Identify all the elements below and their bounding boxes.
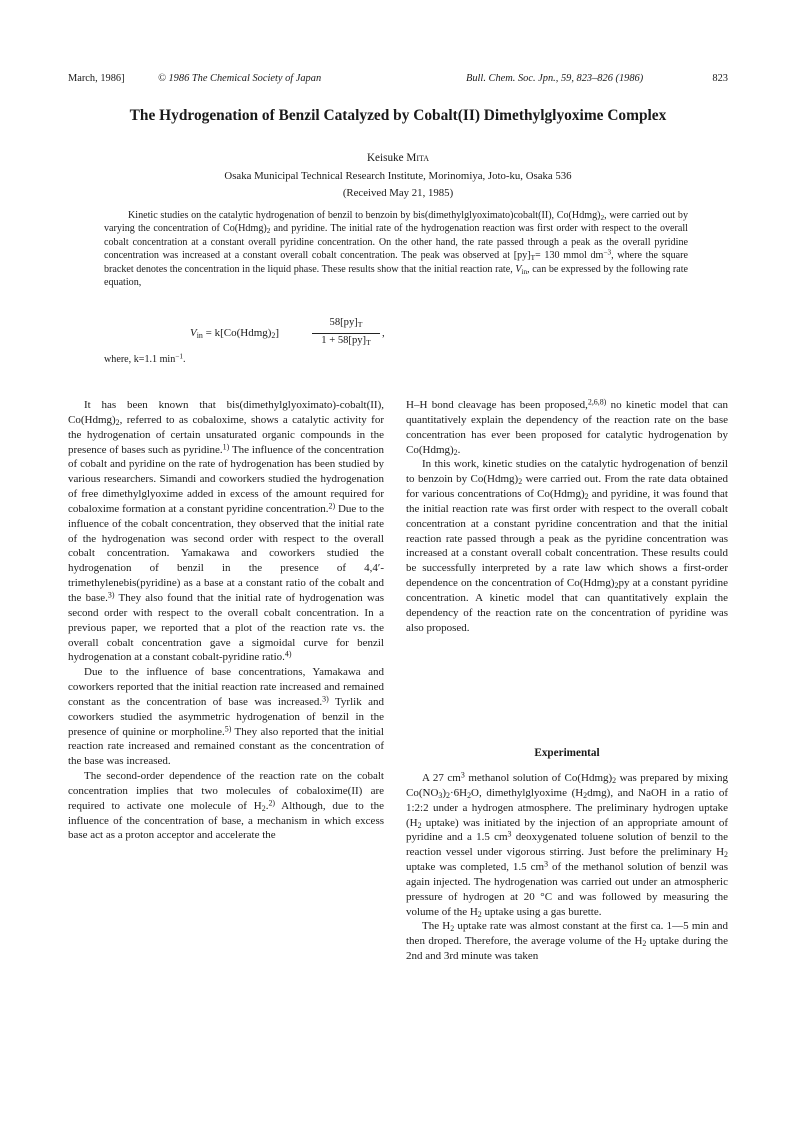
issue-date: March, 1986] [68, 73, 125, 84]
equation-lhs: $V_{in}$ = $k[Co(Hdmg)_2]$ [190, 327, 280, 340]
intro-paragraph: H–H bond cleavage has been proposed,$^{2,6,8)}$ no kinetic model that can quantitatively explain the dependency of the reaction rate on the base concentration has ever been proposed for catalytic hydrogenation by $Co(Hdmg)_2$. [406, 397, 728, 457]
experimental-paragraph: The $H_2$ uptake rate was almost constant at the first ca. 1—5 min and then droped. Therefore, the average volume of the $H_2$ uptake during the 2nd and 3rd minute was taken [406, 920, 729, 963]
equation-denominator: $1 + 58[py]_T$ [321, 335, 371, 347]
intro-paragraph: It has been known that bis(dimethylglyoximato)-cobalt(II), $Co(Hdmg)_2$, referred to as cobaloxime, shows a catalytic activity for the hydrogenation of certain unsaturated organic compounds in the presence of bases such as pyridine.$^{1)}$ The influence of the concentration of cobalt and pyridine on the rate of hydrogenation has been studied by various researchers. Simandi and coworkers studied the hydrogenation of free dimethylglyoxime added in excess of the amount required for cobaloxime formation at a constant pyridine concentration.$^{2)}$ Due to the influence of the cobalt concentration, they observed that the initial rate of the hydrogenation was second order with respect to the overall cobalt concentration. Yamakawa and coworkers studied the hydrogenation of benzil in the presence of 4,4′-trimethylenebis(pyridine) as a base at a constant ratio of the cobalt and the base.$^{3)}$ They also found that the initial rate of hydrogenation was second order with respect to the overall cobalt concentration. In a previous paper, we reported that a plot of the reaction rate vs. the overall cobalt concentration gave a sigmoidal curve for benzil hydrogenation at a constant cobalt-pyridine ratio.$^{4)}$ [68, 399, 384, 664]
column-right [406, 398, 728, 636]
author-given-name: Keisuke [366, 152, 404, 164]
intro-paragraph: Due to the influence of base concentrations, Yamakawa and coworkers reported that the initial reaction rate increased and remained constant as the concentration of base was increased.$^{3)}$ Tyrlik and coworkers studied the asymmetric hydrogenation of benzil in the presence of quinine or morpholine.$^{5)}$ They also reported that the initial reaction rate increased and remained constant as the concentration of the base was increased. [68, 666, 384, 768]
abstract: Kinetic studies on the catalytic hydrogenation of benzil to benzoin by bis(dimethylglyoximato)cobalt(II), $Co(Hdmg)_2$, were carried out by varying the concentration of $Co(Hdmg)_2$ and pyridine. The initial rate of the hydrogenation reaction was first order with respect to the overall cobalt concentration at a constant overall pyridine concentration. On the other hand, the rate passed through a peak as the overall pyridine concentration was increased at a constant overall cobalt concentration. The peak was observed at $[py]_T= 130$ mmol $dm^{-3}$, where the square bracket denotes the concentration in the liquid phase. These results show that the initial reaction rate, $V_{in}$, can be expressed by the following rate equation, [104, 210, 689, 289]
rate-equation: $V_{in}$ = $k[Co(Hdmg)_2]$ $58[py]_T$ $1 + 58[py]_T$ , [190, 317, 385, 347]
page-number: 823 [712, 73, 728, 84]
intro-paragraph: The second-order dependence of the reaction rate on the cobalt concentration implies that two molecules of cobaloxime(II) are required to activate one molecule of $H_2.^{2)}$ Although, due to the influence of the concentration of base, a mechanism in which excess base act as a proton acceptor and accelerate the [68, 770, 384, 842]
journal-citation: Bull. Chem. Soc. Jpn., 59, 823–826 (1986) [466, 73, 644, 84]
author-family-name: Mita [406, 152, 430, 164]
section-heading-experimental: Experimental [534, 747, 600, 759]
author [68, 152, 728, 164]
received-date: (Received May 21, 1985) [342, 187, 454, 199]
equation-numerator: $58[py]_T$ [329, 317, 363, 329]
copyright-notice: © 1986 The Chemical Society of Japan [158, 73, 322, 84]
experimental-paragraph: A 27 $cm^3$ methanol solution of $Co(Hdmg)_2$ was prepared by mixing $Co(NO_3)_2\cdot 6H_2O$, dimethylglyoxime $(H_2dmg)$, and NaOH in a ratio of 1:2:2 under a hydrogen atmosphere. The preliminary hydrogen uptake ($H_2$ uptake) was initiated by the injection of an appropriate amount of pyridine and a 1.5 $cm^3$ deoxygenated toluene solution of benzil to the reaction vessel under vigorous stirring. Just before the preliminary $H_2$ uptake was completed, 1.5 $cm^3$ of the methanol solution of benzil was again injected. The hydrogenation was carried out under an atmospheric pressure of hydrogen at 20 °C and was followed by measuring the volume of the $H_2$ uptake using a gas burette. [406, 770, 729, 919]
fraction-bar [312, 333, 380, 334]
equation-constant: where, k=1.1 $\min^{-1}$. [104, 352, 186, 365]
paper-title: The Hydrogenation of Benzil Catalyzed by Cobalt(II) Dimethylglyoxime Complex [129, 107, 667, 124]
affiliation: Osaka Municipal Technical Research Institute, Morinomiya, Joto-ku, Osaka 536 [224, 170, 572, 182]
running-header [68, 73, 728, 87]
experimental-section [406, 771, 728, 964]
intro-paragraph: In this work, kinetic studies on the catalytic hydrogenation of benzil to benzoin by $Co(Hdmg)_2$ were carried out. From the rate data obtained for various concentrations of $Co(Hdmg)_2$ and pyridine, it was found that the initial reaction rate was first order with respect to the overall cobalt concentration at a constant pyridine concentration and that the initial reaction rate passed through a peak as the pyridine concentration was increased at a constant overall cobalt concentration. These results could be successfully interpreted by a rate law which shows a first-order dependence on the concentration of $Co(Hdmg)_2py$ at a constant pyridine concentration. A kinetic model that can quantitatively explain the dependency of the reaction rate on the concentration of pyridine was also proposed. [406, 458, 728, 634]
column-left [68, 398, 384, 843]
